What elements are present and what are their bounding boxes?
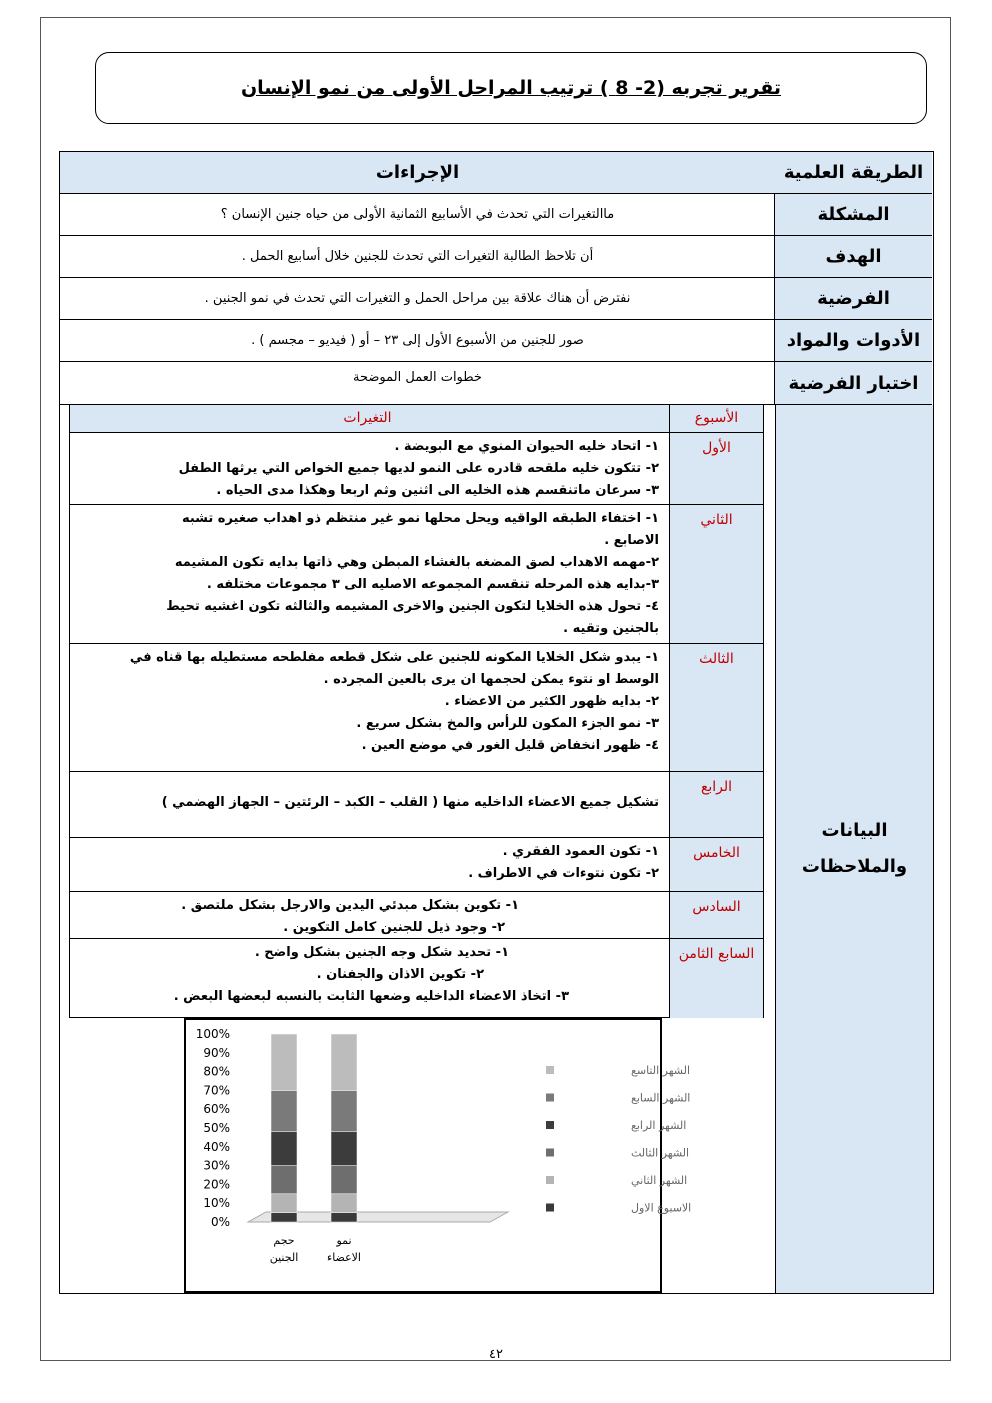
weeks-table <box>69 404 764 1018</box>
data-observations-label <box>775 405 933 1293</box>
y-tick-label: 40% <box>203 1139 230 1154</box>
hypothesis-row <box>60 278 932 320</box>
tools-label: الأدوات والمواد <box>774 320 932 361</box>
change-line: ١- تحديد شكل وجه الجنين بشكل واضح . <box>254 945 509 960</box>
bar-segment <box>331 1166 357 1194</box>
change-line: ١- اتحاد خليه الحيوان المنوي مع البويضة . <box>394 439 659 454</box>
change-line: ٣- سرعان ماتنقسم هذه الخليه الى اثنين وثم اربعا وهكذا مدى الحياه . <box>216 483 659 498</box>
week-column-header: الأسبوع <box>669 405 763 432</box>
week-changes <box>70 644 669 771</box>
chart-svg <box>186 1020 692 1291</box>
change-line: ١- تكون العمود الفقري . <box>502 844 659 859</box>
legend-swatch <box>546 1176 554 1184</box>
goal-label: الهدف <box>774 236 932 277</box>
change-line: ٣- نمو الجزء المكون للرأس والمخ بشكل سريع . <box>356 716 659 731</box>
problem-content: ماالتغيرات التي تحدث في الأسابيع الثمانية الأولى من حياه جنين الإنسان ؟ <box>220 207 615 222</box>
legend-label: الشهر الثالث <box>631 1146 690 1160</box>
bar-segment <box>271 1034 297 1090</box>
data-label-line1: البيانات <box>821 820 888 841</box>
y-tick-label: 30% <box>203 1158 230 1173</box>
week-name: السادس <box>669 892 763 938</box>
tools-content: صور للجنين من الأسبوع الأول إلى ٢٣ – أو ( فيديو – مجسم ) . <box>251 333 584 348</box>
week-row <box>70 644 763 772</box>
bar-segment <box>331 1132 357 1166</box>
problem-label: المشكلة <box>774 194 932 235</box>
change-line: ٤- ظهور انخفاض قليل الغور في موضع العين . <box>361 738 659 753</box>
y-tick-label: 20% <box>203 1177 230 1192</box>
changes-column-header: التغيرات <box>70 405 669 432</box>
change-line: ٢- وجود ذيل للجنين كامل التكوين . <box>283 920 505 935</box>
week-row <box>70 892 763 939</box>
legend-swatch <box>546 1121 554 1129</box>
legend-label: الشهر الرابع <box>631 1119 687 1132</box>
page-number: ٤٢ <box>489 1347 503 1362</box>
bar-segment <box>331 1194 357 1213</box>
x-tick-label: حجم <box>273 1234 295 1247</box>
week-name: الرابع <box>669 772 763 837</box>
problem-row <box>60 194 932 236</box>
table-header-row <box>60 152 932 194</box>
week-name: الثاني <box>669 505 763 643</box>
change-line: ٣- اتخاذ الاعضاء الداخليه وضعها الثابت بالنسبه لبعضها البعض . <box>173 989 569 1004</box>
change-line: ١- اختفاء الطبقه الواقيه ويحل محلها نمو غير منتظم ذو اهداب صغيره تشبه <box>181 511 659 526</box>
change-line: بالجنين وتقيه . <box>563 621 659 636</box>
legend-label: الشهر الثاني <box>631 1174 688 1187</box>
change-line: ١- يبدو شكل الخلايا المكونه للجنين على شكل قطعه مفلطحه مستطيله بها قناه في <box>129 650 659 665</box>
week-name-line1: السابع <box>718 946 755 962</box>
legend-swatch <box>546 1149 554 1157</box>
week-changes <box>70 772 669 837</box>
change-line: ٢- تكون نتوءات في الاطراف . <box>468 866 659 881</box>
week-row <box>70 433 763 505</box>
x-tick-label: نمو <box>336 1234 352 1247</box>
week-name: الأول <box>669 433 763 504</box>
change-line: ٢- تكوين الاذان والجفنان . <box>316 967 484 982</box>
tools-row <box>60 320 932 362</box>
development-chart <box>184 1018 692 1293</box>
hypothesis-content: نفترض أن هناك علاقة بين مراحل الحمل و التغيرات التي تحدث في نمو الجنين . <box>204 291 631 306</box>
goal-content: أن تلاحظ الطالبة التغيرات التي تحدث للجنين خلال أسابيع الحمل . <box>241 249 594 264</box>
week-row <box>70 838 763 892</box>
goal-row <box>60 236 932 278</box>
x-tick-label: الجنين <box>269 1251 299 1264</box>
bar-segment <box>331 1213 357 1222</box>
week-changes <box>70 505 669 643</box>
week-changes <box>70 433 669 504</box>
change-line: ٤- تحول هذه الخلايا لتكون الجنين والاخرى المشيمه والثالثه تكون اغشيه تحيط <box>166 599 659 614</box>
bar-segment <box>331 1034 357 1090</box>
y-tick-label: 100% <box>195 1027 230 1041</box>
legend-swatch <box>546 1066 554 1074</box>
header-content: الإجراءات <box>60 152 775 193</box>
legend-label: الاسبوع الاول <box>631 1201 692 1215</box>
y-tick-label: 70% <box>203 1083 230 1098</box>
week-changes <box>70 838 669 891</box>
test-content: خطوات العمل الموضحة <box>353 370 482 385</box>
bar-segment <box>271 1132 297 1166</box>
report-title: تقرير تجربه (2- 8 ) ترتيب المراحل الأولى من نمو الإنسان <box>240 77 782 99</box>
bar-segment <box>271 1166 297 1194</box>
week-row <box>70 939 763 1018</box>
week-name: الثالث <box>669 644 763 771</box>
week-name-line2: الثامن <box>678 946 714 962</box>
change-line: ٣-بدايه هذه المرحله تنقسم المجموعه الاصليه الى ٣ مجموعات مختلفه . <box>206 577 659 592</box>
hypothesis-label: الفرضية <box>774 278 932 319</box>
y-tick-label: 90% <box>203 1045 230 1060</box>
week-name: الخامس <box>669 838 763 891</box>
bar-segment <box>271 1194 297 1213</box>
change-line: ١- تكوين بشكل مبدئي اليدين والارجل بشكل ملتصق . <box>181 898 519 913</box>
bar-segment <box>271 1090 297 1131</box>
change-line: تشكيل جميع الاعضاء الداخليه منها ( القلب – الكبد – الرئتين – الجهاز الهضمي ) <box>161 795 659 810</box>
week-row <box>70 772 763 838</box>
bar-segment <box>331 1090 357 1131</box>
y-tick-label: 0% <box>210 1215 230 1229</box>
y-tick-label: 50% <box>203 1121 230 1135</box>
legend-label: الشهر التاسع <box>631 1064 691 1077</box>
legend-swatch <box>546 1204 554 1212</box>
change-line: ٢- تتكون خليه ملقحه قادره على النمو لديها جميع الخواص التي يرثها الطفل <box>178 461 659 476</box>
week-changes <box>70 939 669 1018</box>
bar-segment <box>271 1213 297 1222</box>
y-tick-label: 60% <box>203 1102 230 1117</box>
title-box <box>95 52 927 124</box>
test-label: اختبار الفرضية <box>774 362 932 404</box>
weeks-table-header <box>70 405 763 433</box>
change-line: ٢-مهمه الاهداب لصق المضغه بالغشاء المبطن وهي ذاتها بدايه تكون المشيمه <box>174 555 659 570</box>
y-tick-label: 10% <box>203 1196 230 1211</box>
legend-label: الشهر السابع <box>631 1091 691 1105</box>
change-line: الوسط او نتوء يمكن لحجمها ان يرى بالعين المجرده . <box>323 672 659 687</box>
week-name <box>669 939 763 1018</box>
week-row <box>70 505 763 644</box>
test-row <box>60 362 932 405</box>
change-line: ٢- بدايه ظهور الكثير من الاعضاء . <box>444 694 659 709</box>
x-tick-label: الاعضاء <box>327 1251 361 1264</box>
week-changes <box>70 892 669 938</box>
legend-swatch <box>546 1094 554 1102</box>
data-label-line2: والملاحظات <box>801 856 908 877</box>
header-label: الطريقة العلمية <box>774 152 932 193</box>
y-tick-label: 80% <box>203 1064 230 1079</box>
change-line: الاصابع . <box>604 533 659 548</box>
